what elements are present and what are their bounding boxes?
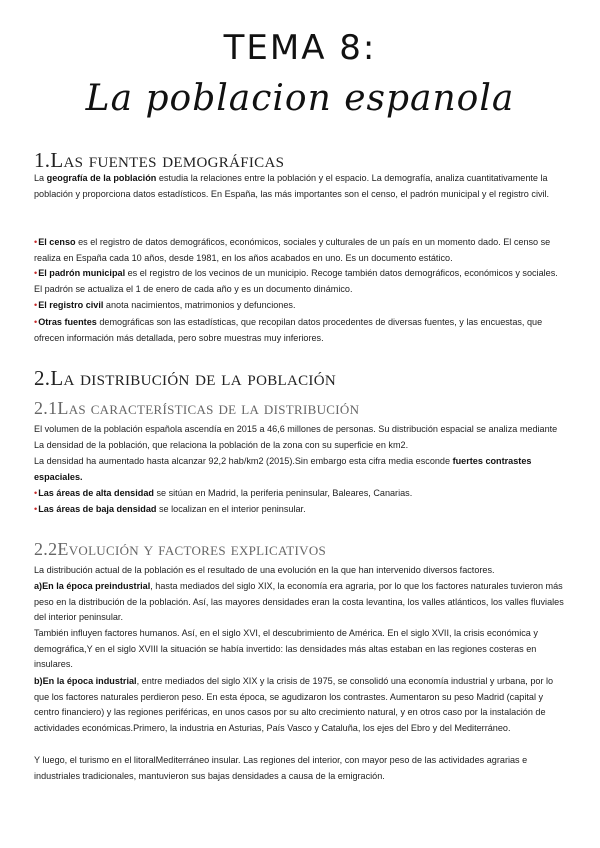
bullet-icon: • [34,317,38,327]
factores-humanos-paragraph: También influyen factores humanos. Así, en el siglo XVI, el descubrimiento de América. En el siglo XVII, la crisis económica y demográfica,Y en el siglo XVIII la situación se había invertido: las densidades más altas estaban en las regiones costeras en insulares. [34,628,538,670]
padron-item: •El padrón municipal es el registro de los vecinos de un municipio. Recoge también datos demográficos, económicos y sociales. El padrón se actualiza el 1 de enero de cada año y es un documento dinámico. [34,268,558,294]
alta-densidad-item: •Las áreas de alta densidad se sitúan en Madrid, la periferia peninsular, Baleares, Canarias. [34,488,413,498]
bullet-icon: • [34,488,38,498]
registro-item: •El registro civil anota nacimientos, matrimonios y defunciones. [34,300,296,310]
bullet-icon: • [34,300,38,310]
section-1-heading: 1.Las fuentes demográficas [34,148,285,172]
section-2-2-heading: 2.2Evolución y factores explicativos [34,539,327,559]
section-2-heading: 2.La distribución de la población [34,366,336,390]
section-2-2-paragraph-1: La distribución actual de la población es el resultado de una evolución en la que han intervenido diversos factores. [34,565,495,575]
section-1-intro: La geografía de la población estudia la relaciones entre la población y el espacio. La demografía, analiza cuantitativamente la población y proporciona datos estadísticos. En España, las más importantes son el censo, el padrón municipal y el registro civil. [34,173,550,199]
bullet-icon: • [34,237,38,247]
bullet-icon: • [34,268,38,278]
title-line-1: TEMA 8: [223,28,377,68]
section-2-1-paragraph-1: El volumen de la población española ascendía en 2015 a 46,6 millones de personas. Su distribución espacial se analiza mediante La densidad de la población, que relaciona la población de la zona con su superficie en km2. [34,424,558,450]
bullet-icon: • [34,504,38,514]
turismo-paragraph: Y luego, el turismo en el litoralMediterráneo insular. Las regiones del interior, con mayor peso de las actividades agrarias e industriales tradicionales, mantuvieron sus bajas densidades a causa de la emigración. [34,755,528,781]
epoca-industrial-paragraph: b)En la época industrial, entre mediados del siglo XIX y la crisis de 1975, se consolidó una economía industrial y urbana, por lo que los factores naturales perdieron peso. En esta época, se agudizaron los contrastes. Aumentaron su peso Madrid (capital y centro financiero) y las regiones periféricas, en unos casos por su alto crecimiento natural, y en otros caso por la instalación de actividades económicas.Primero, la industria en Asturias, País Vasco y Cataluña, los ejes del Ebro y del Mediterráneo. [34,676,554,733]
epoca-preindustrial-paragraph: a)En la época preindustrial, hasta mediados del siglo XIX, la economía era agraria, por lo que los factores naturales tuvieron más peso en la distribución de la población. Así, las mayores densidades eran la costa levantina, los valles atlánticos, los valles fluviales del interior peninsular. [34,581,564,623]
section-2-1-paragraph-2: La densidad ha aumentado hasta alcanzar 92,2 hab/km2 (2015).Sin embargo esta cifra media esconde fuertes contrastes espaciales. [34,456,532,482]
otras-fuentes-item: •Otras fuentes demográficas son las estadísticas, que recopilan datos procedentes de diversas fuentes, y las encuestas, que ofrecen información más detallada, pero sobre muestras muy inferiores. [34,317,543,343]
title-line-2: La poblacion espanola [85,78,515,119]
baja-densidad-item: •Las áreas de baja densidad se localizan en el interior peninsular. [34,504,306,514]
censo-item: •El censo es el registro de datos demográficos, económicos, sociales y culturales de un país en un momento dado. El censo se realiza en España cada 10 años, desde 1981, en los años acabados en uno. Es un documento estático. [34,237,551,263]
section-2-1-heading: 2.1Las características de la distribución [34,398,360,418]
